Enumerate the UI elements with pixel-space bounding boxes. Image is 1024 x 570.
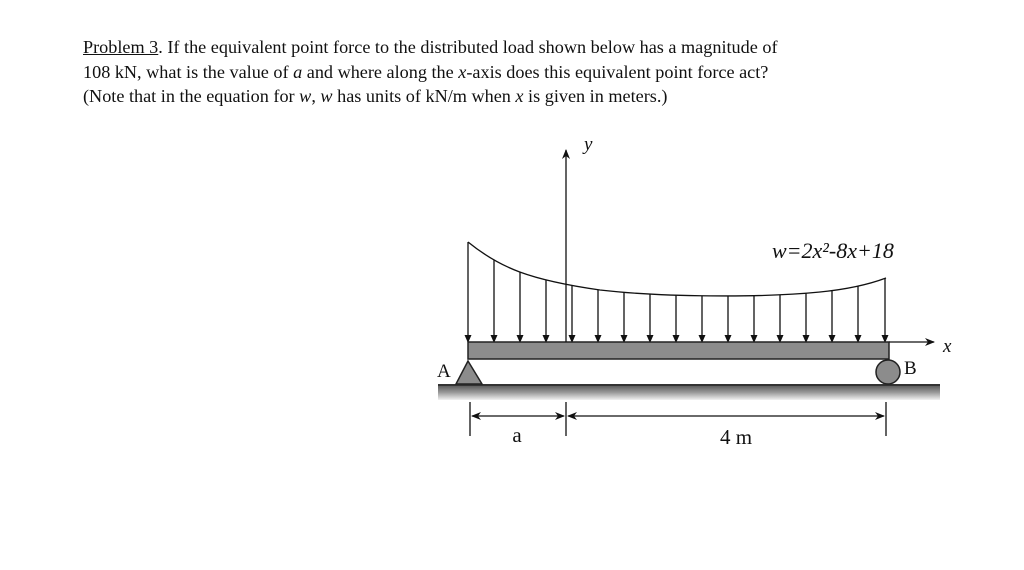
- beam: [468, 342, 889, 359]
- y-axis-label: y: [584, 134, 593, 155]
- problem-label: Problem 3: [83, 37, 159, 57]
- dim-a-label: a: [512, 423, 522, 447]
- x-axis-label: x: [943, 336, 952, 357]
- variable-w: w: [320, 86, 333, 106]
- problem-text: is given in meters.): [523, 86, 668, 106]
- dim-span-label: 4 m: [719, 425, 753, 449]
- problem-text: -axis does this equivalent point force act?: [466, 61, 769, 82]
- support-b-label: B: [904, 358, 917, 379]
- load-arrows: [494, 260, 885, 342]
- ground: [438, 385, 940, 400]
- variable-a: a: [293, 61, 303, 82]
- problem-text: 108 kN, what is the value of: [83, 61, 294, 82]
- support-a-label: A: [437, 361, 451, 382]
- problem-text: . If the equivalent point force to the distributed load shown below has a magnitude of: [158, 37, 778, 57]
- variable-x: x: [515, 86, 524, 106]
- roller-support-b: [876, 360, 900, 384]
- pin-support-a: [456, 361, 482, 384]
- problem-text: ,: [311, 86, 321, 106]
- problem-text: has units of kN/m when: [332, 86, 516, 106]
- load-equation: w=2x²-8x+18: [772, 238, 894, 263]
- problem-text: (Note that in the equation for: [83, 86, 300, 106]
- problem-text: and where along the: [302, 61, 459, 82]
- variable-x: x: [458, 61, 467, 82]
- variable-w: w: [299, 86, 312, 106]
